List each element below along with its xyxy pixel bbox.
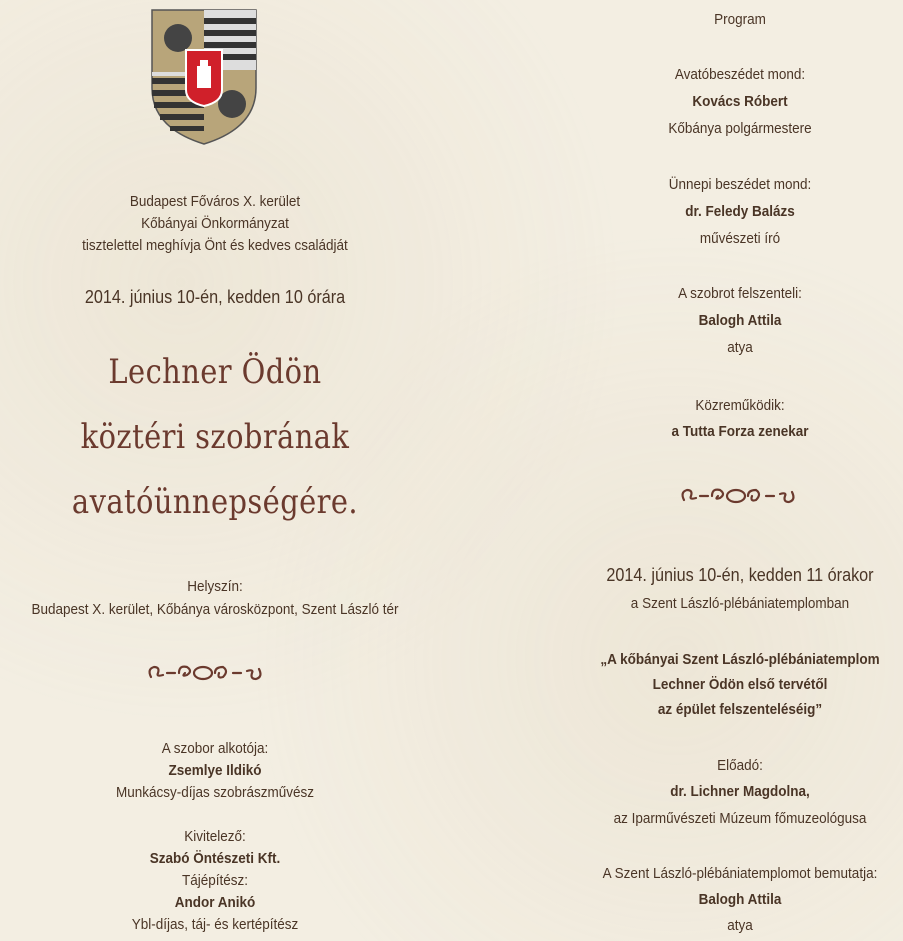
speech-name: dr. Feledy Balázs (685, 203, 795, 220)
lecture-line-1: „A kőbányai Szent László-plébániatemplom (600, 651, 880, 668)
lecture-line-3: az épület felszenteléséig” (657, 701, 823, 718)
landscape-title: Ybl-díjas, táj- és kertépítész (131, 916, 299, 933)
landscape-name: Andor Anikó (174, 894, 256, 911)
host-line-2: Kőbányai Önkormányzat (141, 215, 289, 232)
sculptor-title: Munkácsy-díjas szobrászművész (115, 784, 315, 801)
blessing-title: atya (727, 339, 753, 356)
venue: Budapest X. kerület, Kőbánya városközpont, Szent László tér (31, 601, 399, 618)
host-line-3: tisztelettel meghívja Önt és kedves családját (82, 237, 348, 254)
landscape-label: Tájépítész: (181, 872, 249, 889)
contractor-label: Kivitelező: (184, 828, 246, 845)
presenter-title: az Iparművészeti Múzeum főmuzeológusa (613, 810, 867, 827)
title-line-2: köztéri szobrának (80, 417, 350, 457)
second-event-place: a Szent László-plébániatemplomban (630, 595, 850, 612)
title-line-3: avatóünnepségére. (71, 482, 359, 522)
event-date: 2014. június 10-én, kedden 10 órára (84, 287, 346, 307)
sculptor-label: A szobor alkotója: (161, 740, 269, 757)
second-event-date: 2014. június 10-én, kedden 11 órakor (606, 565, 874, 585)
title-line-1: Lechner Ödön (108, 352, 322, 392)
ornament-flourish-icon (678, 482, 798, 510)
opening-name: Kovács Róbert (692, 93, 788, 110)
blessing-label: A szobrot felszenteli: (678, 285, 802, 302)
program-heading: Program (714, 11, 766, 28)
ornament-flourish-icon (145, 659, 265, 687)
opening-title: Kőbánya polgármestere (668, 120, 812, 137)
speech-label: Ünnepi beszédet mond: (668, 176, 812, 193)
presenter-label: Előadó: (717, 757, 763, 774)
church-presenter-name: Balogh Attila (698, 891, 782, 908)
blessing-name: Balogh Attila (698, 312, 782, 329)
presenter-name: dr. Lichner Magdolna, (670, 783, 810, 800)
church-label: A Szent László-plébániatemplomot bemutatja: (602, 865, 878, 882)
sculptor-name: Zsemlye Ildikó (168, 762, 262, 779)
contractor-name: Szabó Öntészeti Kft. (149, 850, 281, 867)
speech-title: művészeti író (699, 230, 781, 247)
church-presenter-title: atya (727, 917, 753, 934)
music-name: a Tutta Forza zenekar (671, 423, 809, 440)
coat-of-arms-icon (150, 8, 258, 146)
lecture-line-2: Lechner Ödön első tervétől (652, 676, 828, 693)
host-line-1: Budapest Főváros X. kerület (129, 193, 301, 210)
music-label: Közreműködik: (695, 397, 785, 414)
venue-label: Helyszín: (187, 578, 243, 595)
opening-label: Avatóbeszédet mond: (674, 66, 806, 83)
